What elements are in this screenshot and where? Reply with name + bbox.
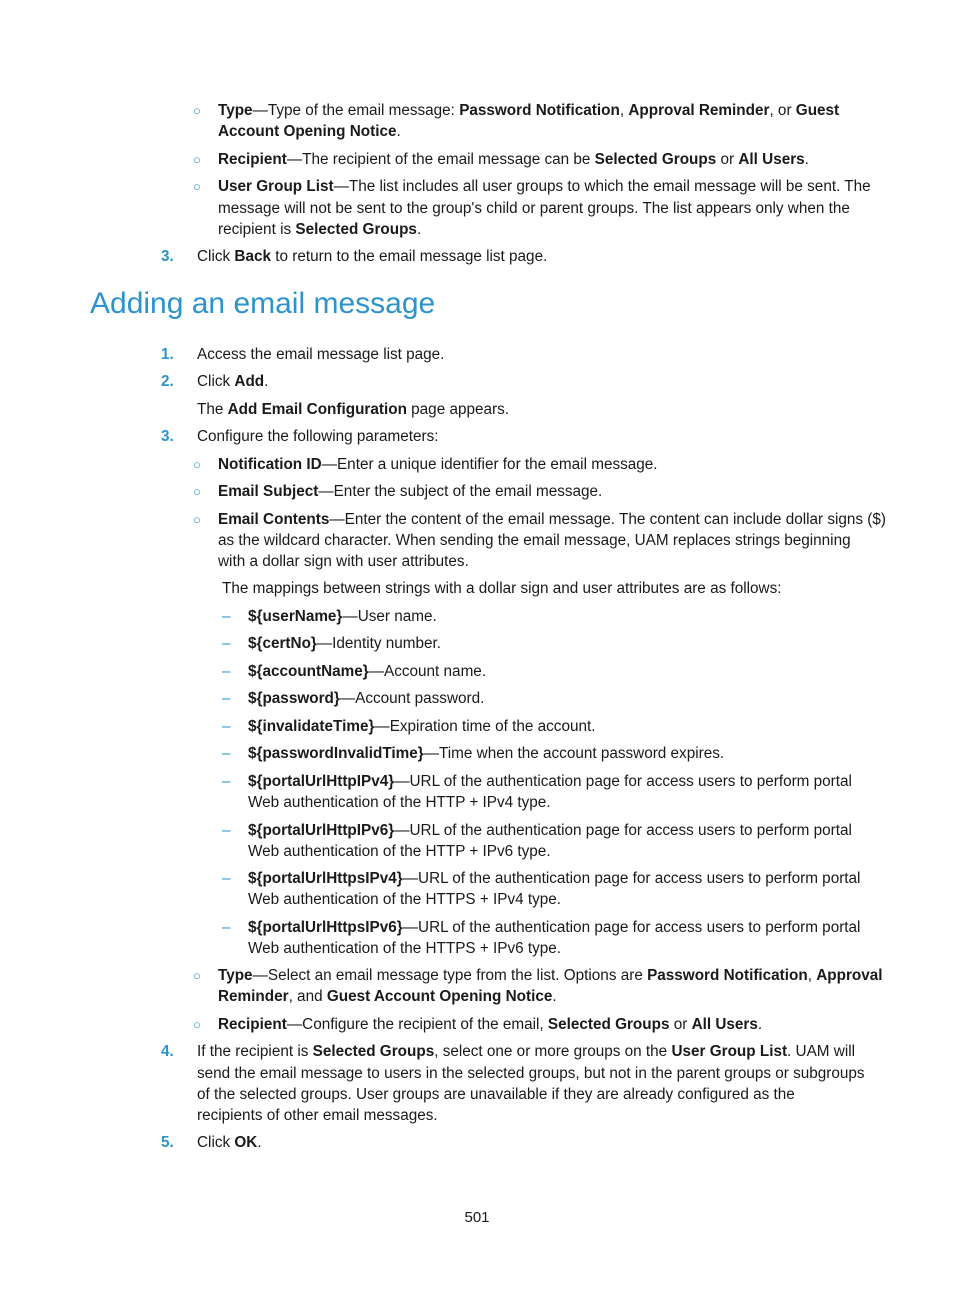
mapping-item: ${portalUrlHttpsIPv6}—URL of the authentication page for access users to perform portal bbox=[248, 919, 861, 936]
section-heading: Adding an email message bbox=[90, 287, 436, 320]
mapping-item-cont: Web authentication of the HTTP + IPv6 type. bbox=[248, 843, 551, 860]
step-configure: Configure the following parameters: bbox=[197, 428, 439, 445]
bullet-marker: ○ bbox=[193, 457, 201, 472]
param-email-contents-line3: with a dollar sign with user attributes. bbox=[218, 553, 469, 570]
type-item-line1: Type—Type of the email message: Password Notification, Approval Reminder, or Guest bbox=[218, 102, 840, 119]
step-click-add: Click Add. bbox=[197, 373, 269, 390]
mapping-item: ${passwordInvalidTime}—Time when the account password expires. bbox=[248, 745, 725, 762]
step-access: Access the email message list page. bbox=[197, 346, 445, 363]
step-number: 5. bbox=[161, 1134, 174, 1151]
usergroup-item-line2: message will not be sent to the group's child or parent groups. The list appears only when the bbox=[218, 200, 850, 217]
dash-marker: – bbox=[222, 919, 231, 936]
param-email-subject: Email Subject—Enter the subject of the email message. bbox=[218, 483, 603, 500]
mapping-item: ${invalidateTime}—Expiration time of the account. bbox=[248, 718, 596, 735]
mapping-item: ${portalUrlHttpIPv4}—URL of the authentication page for access users to perform portal bbox=[248, 773, 852, 790]
param-email-contents-line2: as the wildcard character. When sending the email message, UAM replaces strings beginning bbox=[218, 532, 851, 549]
bullet-marker: ○ bbox=[193, 484, 201, 499]
param-recipient: Recipient—Configure the recipient of the email, Selected Groups or All Users. bbox=[218, 1016, 763, 1033]
mapping-item-cont: Web authentication of the HTTPS + IPv4 type. bbox=[248, 891, 562, 908]
usergroup-item-line1: User Group List—The list includes all user groups to which the email message will be sent. The bbox=[218, 178, 871, 195]
dash-marker: – bbox=[222, 773, 231, 790]
step-select-groups-line3: of the selected groups. User groups are unavailable if they are already configured as the bbox=[197, 1086, 795, 1103]
dash-marker: – bbox=[222, 822, 231, 839]
step-select-groups-line4: recipients of other email messages. bbox=[197, 1107, 438, 1124]
bullet-marker: ○ bbox=[193, 179, 201, 194]
usergroup-item-line3: recipient is Selected Groups. bbox=[218, 221, 422, 238]
mapping-item: ${password}—Account password. bbox=[248, 690, 485, 707]
dash-marker: – bbox=[222, 635, 231, 652]
step-number: 4. bbox=[161, 1043, 174, 1060]
mapping-item: ${userName}—User name. bbox=[248, 608, 437, 625]
param-email-contents-line1: Email Contents—Enter the content of the email message. The content can include dollar signs ($) bbox=[218, 511, 887, 528]
step-number: 1. bbox=[161, 346, 174, 363]
bullet-marker: ○ bbox=[193, 968, 201, 983]
dash-marker: – bbox=[222, 663, 231, 680]
dash-marker: – bbox=[222, 745, 231, 762]
mappings-intro: The mappings between strings with a dollar sign and user attributes are as follows: bbox=[222, 580, 782, 597]
bullet-marker: ○ bbox=[193, 103, 201, 118]
param-notification-id: Notification ID—Enter a unique identifier for the email message. bbox=[218, 456, 658, 473]
mapping-item: ${certNo}—Identity number. bbox=[248, 635, 442, 652]
mapping-item: ${accountName}—Account name. bbox=[248, 663, 487, 680]
param-type-line1: Type—Select an email message type from the list. Options are Password Notification, Approval bbox=[218, 967, 883, 984]
step-select-groups-line1: If the recipient is Selected Groups, select one or more groups on the User Group List. UAM will bbox=[197, 1043, 856, 1060]
step-number: 2. bbox=[161, 373, 174, 390]
step-note: The Add Email Configuration page appears. bbox=[197, 401, 509, 418]
step-number: 3. bbox=[161, 428, 174, 445]
recipient-item: Recipient—The recipient of the email message can be Selected Groups or All Users. bbox=[218, 151, 809, 168]
mapping-item-cont: Web authentication of the HTTPS + IPv6 type. bbox=[248, 940, 562, 957]
step-click-ok: Click OK. bbox=[197, 1134, 262, 1151]
mapping-item: ${portalUrlHttpsIPv4}—URL of the authentication page for access users to perform portal bbox=[248, 870, 861, 887]
step-back: Click Back to return to the email message list page. bbox=[197, 248, 548, 265]
bullet-marker: ○ bbox=[193, 152, 201, 167]
bullet-marker: ○ bbox=[193, 512, 201, 527]
type-item-line2: Account Opening Notice. bbox=[218, 123, 401, 140]
mapping-item: ${portalUrlHttpIPv6}—URL of the authentication page for access users to perform portal bbox=[248, 822, 852, 839]
step-select-groups-line2: send the email message to users in the selected groups, but not in the parent groups or subgroups bbox=[197, 1065, 865, 1082]
mapping-item-cont: Web authentication of the HTTP + IPv4 type. bbox=[248, 794, 551, 811]
dash-marker: – bbox=[222, 718, 231, 735]
dash-marker: – bbox=[222, 870, 231, 887]
bullet-marker: ○ bbox=[193, 1017, 201, 1032]
param-type-line2: Reminder, and Guest Account Opening Notice. bbox=[218, 988, 557, 1005]
dash-marker: – bbox=[222, 690, 231, 707]
page-number: 501 bbox=[464, 1209, 490, 1226]
dash-marker: – bbox=[222, 608, 231, 625]
step-number: 3. bbox=[161, 248, 174, 265]
